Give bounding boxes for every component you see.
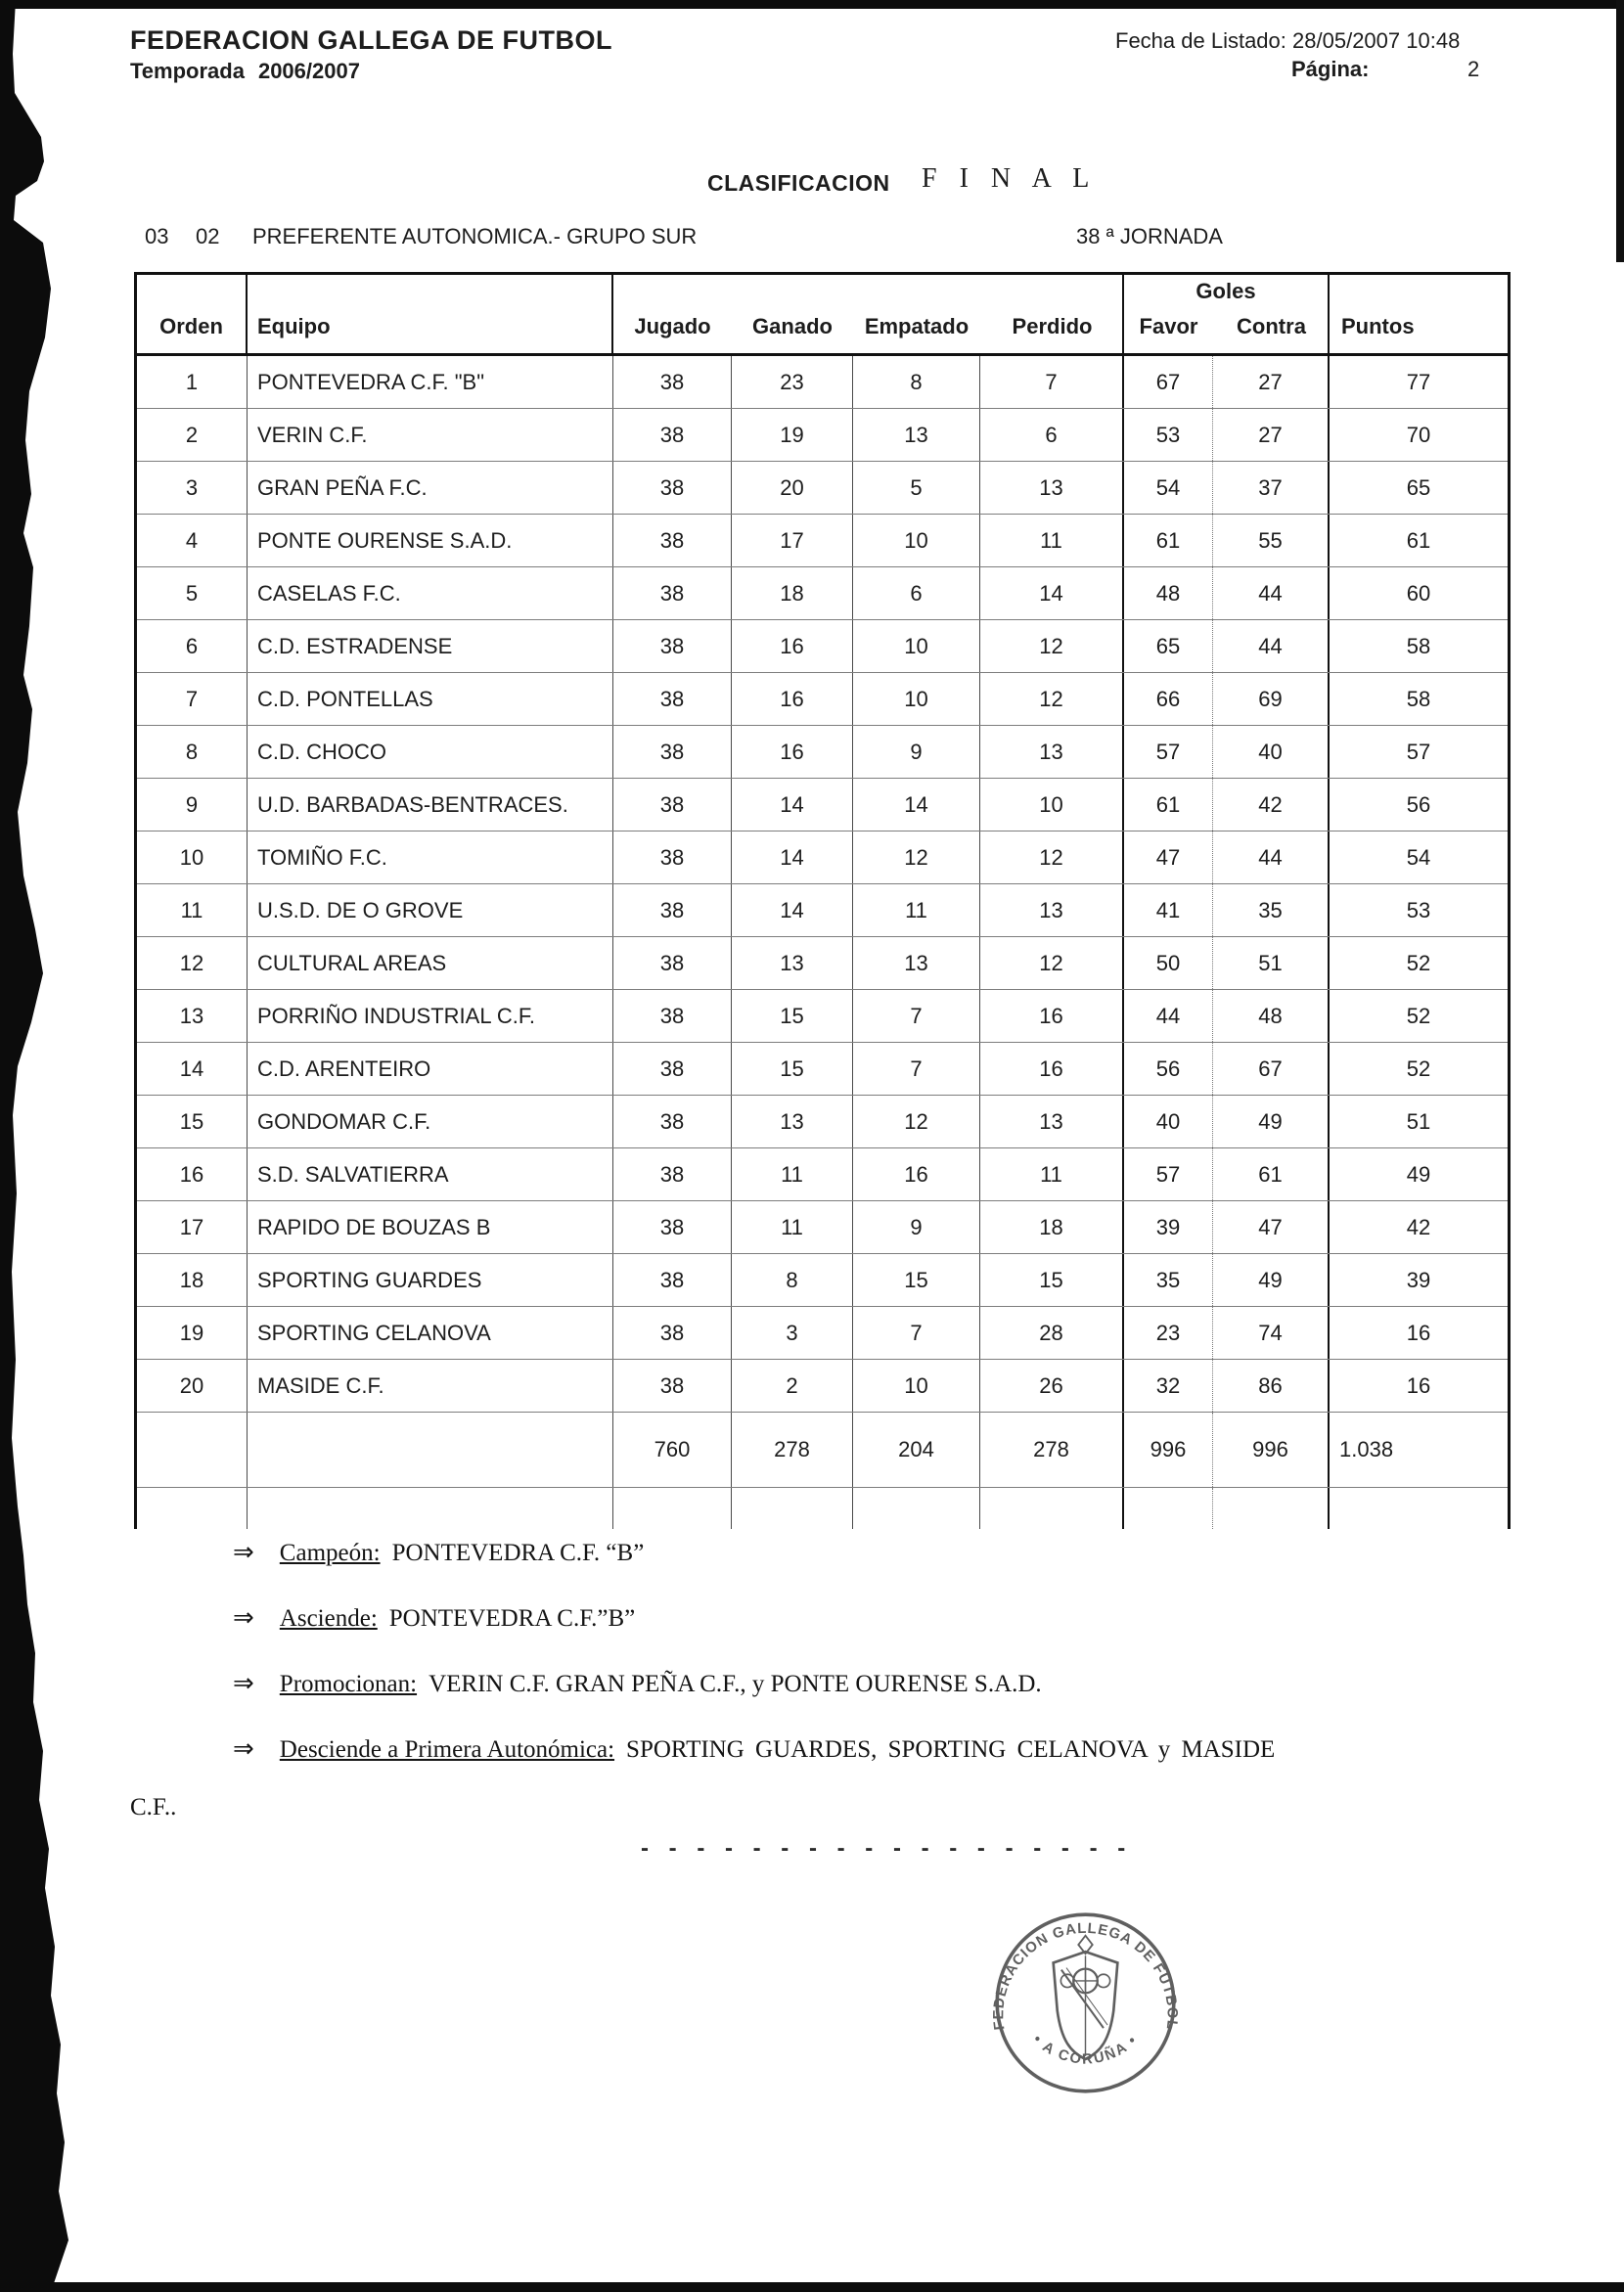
cell-puntos: 65: [1406, 474, 1431, 500]
table-body: [137, 356, 1508, 1412]
cell-puntos: 53: [1406, 897, 1431, 922]
cell-favor: 32: [1124, 1360, 1213, 1412]
cell-jugado: 38: [613, 831, 732, 883]
totals-row: [137, 1412, 1508, 1487]
federation-stamp: [990, 1908, 1181, 2098]
cell-ganado: 3: [732, 1307, 853, 1359]
cell-empatado: 12: [853, 1096, 980, 1147]
cell-orden: 19: [137, 1307, 248, 1359]
cell-puntos: 51: [1406, 1108, 1431, 1134]
col-header-jugado: Jugado: [634, 314, 711, 338]
cell-ganado: 17: [732, 515, 853, 566]
cell-perdido: 16: [980, 990, 1124, 1042]
cell-equipo: RAPIDO DE BOUZAS B: [248, 1201, 613, 1253]
cell-equipo: PORRIÑO INDUSTRIAL C.F.: [248, 990, 613, 1042]
cell-jugado: 38: [613, 726, 732, 778]
cell-favor: 54: [1124, 462, 1213, 514]
total-orden: [137, 1413, 248, 1487]
note-text: SPORTING GUARDES, SPORTING CELANOVA y MASIDE: [626, 1736, 1276, 1763]
total-perdido: 278: [980, 1413, 1124, 1487]
cell-contra: 49: [1213, 1096, 1330, 1147]
table-row: [137, 1042, 1508, 1095]
total-jugado: 760: [613, 1413, 732, 1487]
cell-equipo: MASIDE C.F.: [248, 1360, 613, 1412]
cell-perdido: 6: [980, 409, 1124, 461]
listing-date: Fecha de Listado: 28/05/2007 10:48: [1115, 28, 1461, 53]
cell-favor: 50: [1124, 937, 1213, 989]
cell-perdido: 13: [980, 1096, 1124, 1147]
cell-jugado: 38: [613, 1307, 732, 1359]
cell-equipo: U.D. BARBADAS-BENTRACES.: [248, 779, 613, 831]
cell-empatado: 9: [853, 1201, 980, 1253]
jornada-label: 38 ª JORNADA: [1076, 224, 1223, 248]
cell-ganado: 13: [732, 937, 853, 989]
cell-orden: 10: [137, 831, 248, 883]
cell-equipo: C.D. ESTRADENSE: [248, 620, 613, 672]
note-line: [233, 1603, 1466, 1633]
cell-puntos: 52: [1406, 1003, 1431, 1028]
table-row: [137, 831, 1508, 883]
cell-puntos: 56: [1406, 791, 1431, 817]
cell-contra: 27: [1213, 409, 1330, 461]
cell-jugado: 38: [613, 620, 732, 672]
cell-contra: 86: [1213, 1360, 1330, 1412]
cell-favor: 39: [1124, 1201, 1213, 1253]
cell-favor: 44: [1124, 990, 1213, 1042]
cell-favor: 41: [1124, 884, 1213, 936]
cell-orden: 4: [137, 515, 248, 566]
stamp-shield-icon: [1054, 1936, 1118, 2059]
cell-perdido: 12: [980, 620, 1124, 672]
cell-orden: 6: [137, 620, 248, 672]
cell-equipo: S.D. SALVATIERRA: [248, 1148, 613, 1200]
cell-empatado: 7: [853, 990, 980, 1042]
cell-contra: 35: [1213, 884, 1330, 936]
cell-puntos: 57: [1406, 739, 1431, 764]
cell-empatado: 5: [853, 462, 980, 514]
table-row: [137, 566, 1508, 619]
cell-puntos: 70: [1406, 422, 1431, 447]
cell-perdido: 12: [980, 831, 1124, 883]
cell-empatado: 10: [853, 515, 980, 566]
cell-perdido: 26: [980, 1360, 1124, 1412]
col-header-goles: Goles: [1195, 279, 1256, 303]
cell-jugado: 38: [613, 1043, 732, 1095]
cell-perdido: 10: [980, 779, 1124, 831]
dashed-separator: - - - - - - - - - - - - - - - - - -: [641, 1835, 1133, 1862]
table-row: [137, 1253, 1508, 1306]
season-line: [130, 59, 360, 84]
cell-puntos: 54: [1406, 844, 1431, 870]
total-ganado: 278: [732, 1413, 853, 1487]
cell-contra: 44: [1213, 831, 1330, 883]
listing-date-value: 28/05/2007 10:48: [1292, 28, 1461, 53]
cell-jugado: 38: [613, 1254, 732, 1306]
cell-ganado: 19: [732, 409, 853, 461]
cell-equipo: TOMIÑO F.C.: [248, 831, 613, 883]
cell-favor: 67: [1124, 356, 1213, 408]
cell-ganado: 16: [732, 726, 853, 778]
double-arrow-icon: ⇒: [233, 1669, 254, 1697]
season-label: Temporada: [130, 59, 245, 83]
cell-contra: 37: [1213, 462, 1330, 514]
note-label: Desciende a Primera Autonómica:: [279, 1736, 615, 1763]
cell-perdido: 13: [980, 884, 1124, 936]
competition-name: PREFERENTE AUTONOMICA.- GRUPO SUR: [252, 224, 698, 248]
table-row: [137, 936, 1508, 989]
cell-orden: 18: [137, 1254, 248, 1306]
cell-empatado: 16: [853, 1148, 980, 1200]
total-contra: 996: [1213, 1413, 1330, 1487]
cell-jugado: 38: [613, 356, 732, 408]
table-row: [137, 1200, 1508, 1253]
page-number: 2: [1467, 57, 1480, 81]
cell-equipo: SPORTING GUARDES: [248, 1254, 613, 1306]
note-label: Promocionan:: [279, 1671, 418, 1697]
cell-jugado: 38: [613, 1148, 732, 1200]
cell-equipo: GRAN PEÑA F.C.: [248, 462, 613, 514]
cell-contra: 49: [1213, 1254, 1330, 1306]
cell-contra: 47: [1213, 1201, 1330, 1253]
stamp-top-text: FEDERACION GALLEGA DE FUTBOL: [991, 1920, 1180, 2032]
cell-contra: 44: [1213, 567, 1330, 619]
cell-contra: 74: [1213, 1307, 1330, 1359]
cell-perdido: 11: [980, 1148, 1124, 1200]
cell-contra: 42: [1213, 779, 1330, 831]
cell-orden: 17: [137, 1201, 248, 1253]
cell-jugado: 38: [613, 1096, 732, 1147]
cell-ganado: 11: [732, 1148, 853, 1200]
cell-ganado: 8: [732, 1254, 853, 1306]
competition-code-1: 03: [145, 224, 169, 248]
cell-favor: 35: [1124, 1254, 1213, 1306]
table-row: [137, 1095, 1508, 1147]
cell-equipo: U.S.D. DE O GROVE: [248, 884, 613, 936]
table-row: [137, 1306, 1508, 1359]
cell-equipo: C.D. PONTELLAS: [248, 673, 613, 725]
cell-equipo: C.D. CHOCO: [248, 726, 613, 778]
note-label: Asciende:: [279, 1605, 378, 1632]
cell-equipo: CASELAS F.C.: [248, 567, 613, 619]
cell-empatado: 7: [853, 1043, 980, 1095]
cell-perdido: 7: [980, 356, 1124, 408]
note-line: [233, 1734, 1466, 1764]
total-empatado: 204: [853, 1413, 980, 1487]
double-arrow-icon: ⇒: [233, 1538, 254, 1566]
table-row: [137, 619, 1508, 672]
table-bottom-stub: [137, 1487, 1508, 1529]
cell-equipo: SPORTING CELANOVA: [248, 1307, 613, 1359]
cell-contra: 27: [1213, 356, 1330, 408]
cell-favor: 56: [1124, 1043, 1213, 1095]
cell-contra: 69: [1213, 673, 1330, 725]
cell-orden: 16: [137, 1148, 248, 1200]
cell-orden: 13: [137, 990, 248, 1042]
cell-puntos: 49: [1406, 1161, 1431, 1187]
cell-equipo: GONDOMAR C.F.: [248, 1096, 613, 1147]
cell-ganado: 23: [732, 356, 853, 408]
table-row: [137, 883, 1508, 936]
cell-empatado: 8: [853, 356, 980, 408]
cell-ganado: 11: [732, 1201, 853, 1253]
cell-jugado: 38: [613, 884, 732, 936]
cell-contra: 44: [1213, 620, 1330, 672]
cell-contra: 55: [1213, 515, 1330, 566]
cell-favor: 23: [1124, 1307, 1213, 1359]
cell-orden: 15: [137, 1096, 248, 1147]
cell-empatado: 13: [853, 937, 980, 989]
cell-jugado: 38: [613, 1360, 732, 1412]
cell-ganado: 14: [732, 884, 853, 936]
note-line: [233, 1669, 1466, 1698]
cell-ganado: 16: [732, 620, 853, 672]
cell-equipo: PONTEVEDRA C.F. "B": [248, 356, 613, 408]
cell-jugado: 38: [613, 990, 732, 1042]
cell-puntos: 42: [1406, 1214, 1431, 1239]
cell-equipo: CULTURAL AREAS: [248, 937, 613, 989]
notes-list: [233, 1538, 1466, 1800]
cell-orden: 20: [137, 1360, 248, 1412]
cell-favor: 53: [1124, 409, 1213, 461]
total-equipo: [248, 1413, 613, 1487]
cell-favor: 47: [1124, 831, 1213, 883]
cell-perdido: 14: [980, 567, 1124, 619]
season-value: 2006/2007: [257, 59, 360, 83]
col-header-empatado: Empatado: [864, 314, 970, 338]
cell-puntos: 77: [1406, 369, 1431, 394]
cell-equipo: C.D. ARENTEIRO: [248, 1043, 613, 1095]
cell-favor: 57: [1124, 1148, 1213, 1200]
cell-empatado: 10: [853, 1360, 980, 1412]
torn-paper-edge-left: [0, 0, 98, 2292]
classification-table: [134, 272, 1511, 1529]
note-label: Campeón:: [279, 1540, 381, 1566]
col-header-puntos: Puntos: [1341, 314, 1415, 338]
cell-puntos: 16: [1406, 1320, 1431, 1345]
cell-jugado: 38: [613, 673, 732, 725]
col-header-ganado: Ganado: [752, 314, 833, 338]
cell-perdido: 28: [980, 1307, 1124, 1359]
col-header-orden: Orden: [137, 275, 248, 353]
cell-empatado: 7: [853, 1307, 980, 1359]
cell-empatado: 10: [853, 673, 980, 725]
cell-ganado: 13: [732, 1096, 853, 1147]
cell-perdido: 13: [980, 462, 1124, 514]
total-favor: 996: [1124, 1413, 1213, 1487]
notes-continuation: C.F..: [130, 1794, 177, 1820]
cell-puntos: 61: [1406, 527, 1431, 553]
col-header-equipo: Equipo: [248, 275, 613, 353]
cell-puntos: 52: [1406, 1056, 1431, 1081]
cell-orden: 1: [137, 356, 248, 408]
cell-contra: 51: [1213, 937, 1330, 989]
cell-puntos: 39: [1406, 1267, 1431, 1292]
scan-edge-top: [0, 0, 1624, 9]
cell-puntos: 52: [1406, 950, 1431, 975]
cell-favor: 66: [1124, 673, 1213, 725]
cell-orden: 14: [137, 1043, 248, 1095]
double-arrow-icon: ⇒: [233, 1734, 254, 1763]
note-text: PONTEVEDRA C.F.”B”: [388, 1605, 636, 1632]
cell-perdido: 16: [980, 1043, 1124, 1095]
scan-edge-bottom: [0, 2282, 1624, 2292]
cell-puntos: 58: [1406, 633, 1431, 658]
cell-empatado: 12: [853, 831, 980, 883]
competition-code-2: 02: [196, 224, 220, 248]
cell-orden: 9: [137, 779, 248, 831]
cell-favor: 65: [1124, 620, 1213, 672]
cell-empatado: 6: [853, 567, 980, 619]
cell-orden: 5: [137, 567, 248, 619]
table-row: [137, 356, 1508, 408]
doc-title-suffix: F I N A L: [922, 163, 1098, 194]
cell-equipo: PONTE OURENSE S.A.D.: [248, 515, 613, 566]
cell-empatado: 14: [853, 779, 980, 831]
cell-jugado: 38: [613, 937, 732, 989]
cell-favor: 57: [1124, 726, 1213, 778]
cell-jugado: 38: [613, 567, 732, 619]
cell-perdido: 11: [980, 515, 1124, 566]
page-label: Página:: [1291, 57, 1370, 81]
cell-favor: 61: [1124, 779, 1213, 831]
cell-contra: 48: [1213, 990, 1330, 1042]
cell-orden: 11: [137, 884, 248, 936]
cell-ganado: 14: [732, 779, 853, 831]
cell-perdido: 15: [980, 1254, 1124, 1306]
cell-jugado: 38: [613, 409, 732, 461]
cell-favor: 61: [1124, 515, 1213, 566]
cell-puntos: 16: [1406, 1372, 1431, 1398]
table-row: [137, 725, 1508, 778]
cell-puntos: 58: [1406, 686, 1431, 711]
cell-contra: 61: [1213, 1148, 1330, 1200]
note-text: VERIN C.F. GRAN PEÑA C.F., y PONTE OURENSE S.A.D.: [429, 1671, 1042, 1697]
cell-empatado: 10: [853, 620, 980, 672]
cell-jugado: 38: [613, 462, 732, 514]
cell-ganado: 15: [732, 1043, 853, 1095]
table-row: [137, 778, 1508, 831]
col-group-results: [613, 275, 1124, 353]
cell-jugado: 38: [613, 1201, 732, 1253]
table-row: [137, 1359, 1508, 1412]
double-arrow-icon: ⇒: [233, 1603, 254, 1632]
cell-ganado: 16: [732, 673, 853, 725]
doc-title: CLASIFICACION: [707, 170, 890, 196]
cell-contra: 40: [1213, 726, 1330, 778]
cell-perdido: 12: [980, 673, 1124, 725]
cell-orden: 8: [137, 726, 248, 778]
cell-favor: 48: [1124, 567, 1213, 619]
col-group-goles: [1124, 275, 1330, 353]
cell-ganado: 20: [732, 462, 853, 514]
scan-edge-right: [1616, 0, 1624, 262]
cell-puntos: 60: [1406, 580, 1431, 606]
note-line: [233, 1538, 1466, 1567]
cell-ganado: 15: [732, 990, 853, 1042]
note-text: PONTEVEDRA C.F. “B”: [391, 1540, 645, 1566]
table-header: [137, 275, 1508, 356]
cell-orden: 2: [137, 409, 248, 461]
total-puntos: 1.038: [1339, 1437, 1394, 1461]
cell-empatado: 11: [853, 884, 980, 936]
cell-empatado: 15: [853, 1254, 980, 1306]
col-header-perdido: Perdido: [1012, 314, 1093, 338]
cell-orden: 7: [137, 673, 248, 725]
cell-jugado: 38: [613, 779, 732, 831]
cell-ganado: 2: [732, 1360, 853, 1412]
table-row: [137, 408, 1508, 461]
cell-perdido: 18: [980, 1201, 1124, 1253]
col-header-favor: Favor: [1139, 314, 1198, 338]
cell-orden: 12: [137, 937, 248, 989]
cell-equipo: VERIN C.F.: [248, 409, 613, 461]
organization-title: FEDERACION GALLEGA DE FUTBOL: [130, 25, 612, 55]
cell-ganado: 14: [732, 831, 853, 883]
col-header-contra: Contra: [1237, 314, 1306, 338]
cell-empatado: 13: [853, 409, 980, 461]
cell-favor: 40: [1124, 1096, 1213, 1147]
table-row: [137, 461, 1508, 514]
stamp-bottom-text: • A CORUÑA •: [1029, 2032, 1142, 2068]
table-row: [137, 672, 1508, 725]
table-row: [137, 989, 1508, 1042]
cell-jugado: 38: [613, 515, 732, 566]
cell-ganado: 18: [732, 567, 853, 619]
cell-orden: 3: [137, 462, 248, 514]
table-row: [137, 1147, 1508, 1200]
cell-empatado: 9: [853, 726, 980, 778]
cell-perdido: 12: [980, 937, 1124, 989]
cell-contra: 67: [1213, 1043, 1330, 1095]
cell-perdido: 13: [980, 726, 1124, 778]
table-row: [137, 514, 1508, 566]
